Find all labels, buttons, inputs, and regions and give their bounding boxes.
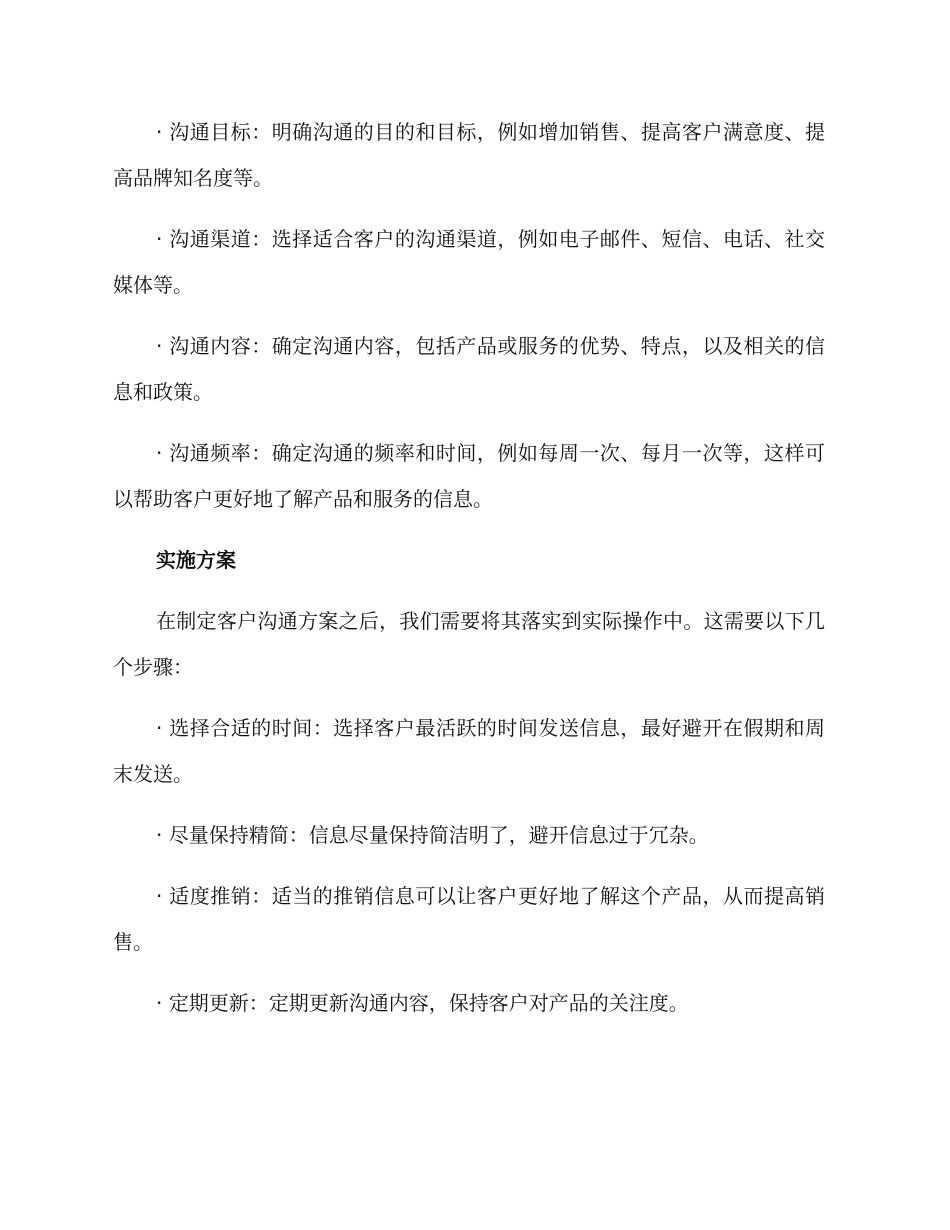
bullet-communication-channel: · 沟通渠道：选择适合客户的沟通渠道，例如电子邮件、短信、电话、社交媒体等。 — [113, 227, 825, 297]
bullet-communication-frequency: · 沟通频率：确定沟通的频率和时间，例如每周一次、每月一次等，这样可以帮助客户更好地了解产品和服务的信息。 — [113, 441, 825, 511]
bullet-communication-content: · 沟通内容：确定沟通内容，包括产品或服务的优势、特点，以及相关的信息和政策。 — [113, 334, 825, 404]
bullet-communication-goal: · 沟通目标：明确沟通的目的和目标，例如增加销售、提高客户满意度、提高品牌知名度等。 — [113, 120, 825, 190]
body-paragraph-implementation-intro: 在制定客户沟通方案之后，我们需要将其落实到实际操作中。这需要以下几个步骤： — [113, 609, 825, 679]
bullet-choose-time: · 选择合适的时间：选择客户最活跃的时间发送信息，最好避开在假期和周末发送。 — [113, 716, 825, 786]
bullet-keep-concise: · 尽量保持精简：信息尽量保持简洁明了，避开信息过于冗杂。 — [156, 823, 709, 847]
document-body — [113, 109, 825, 1041]
section-heading-implementation: 实施方案 — [156, 548, 236, 572]
bullet-regular-update: · 定期更新：定期更新沟通内容，保持客户对产品的关注度。 — [156, 991, 689, 1015]
bullet-moderate-promotion: · 适度推销：适当的推销信息可以让客户更好地了解这个产品，从而提高销售。 — [113, 884, 825, 954]
